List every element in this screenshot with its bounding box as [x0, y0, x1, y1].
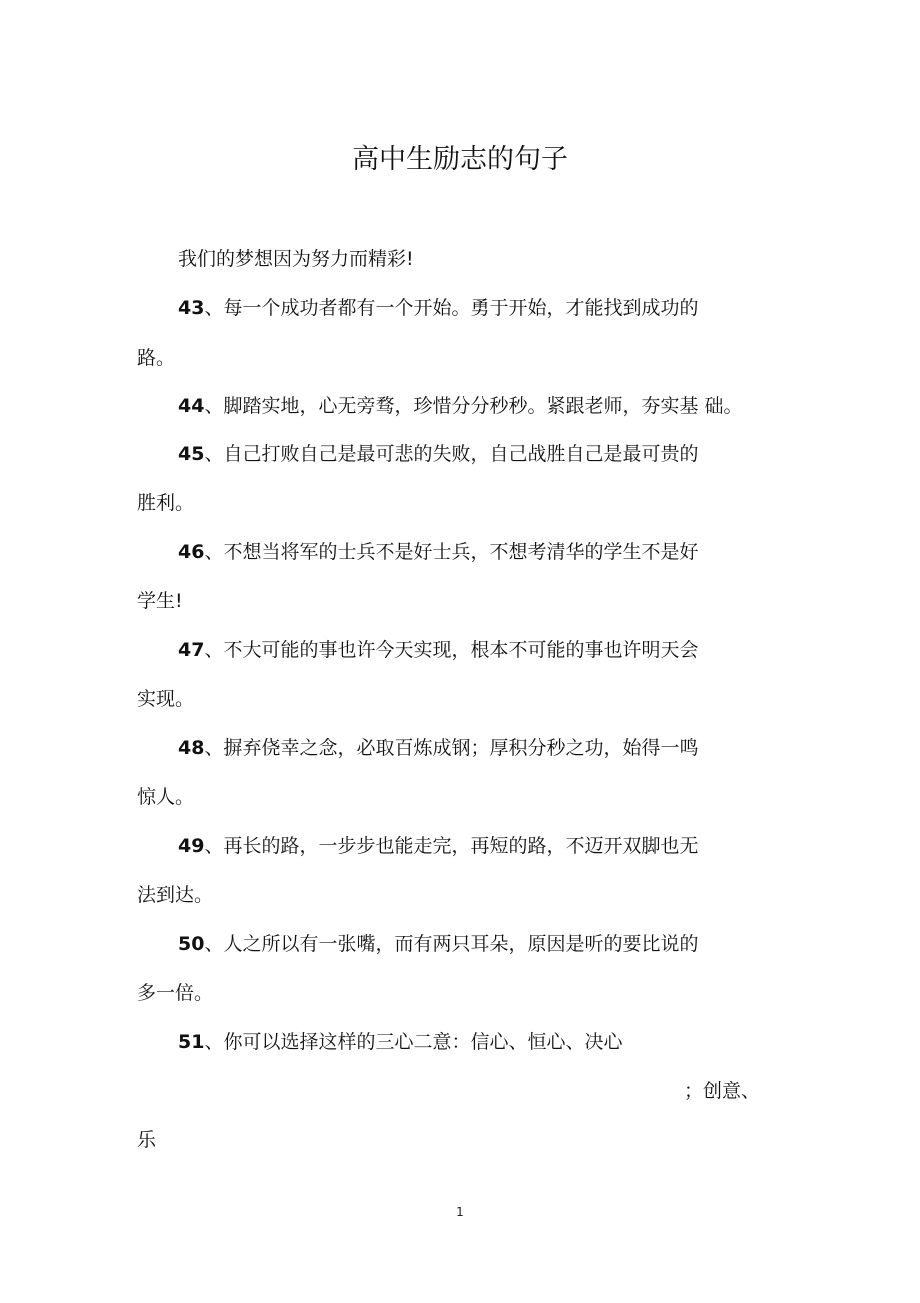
list-item — [178, 930, 698, 958]
item-text: 、你可以选择这样的三心二意：信心、恒心、决心 — [204, 1031, 623, 1053]
list-item — [178, 832, 698, 860]
item-text: 、每一个成功者都有一个开始。勇于开始，才能找到成功的 — [204, 297, 699, 319]
item-text: 、人之所以有一张嘴，而有两只耳朵，原因是听的要比说的 — [204, 933, 699, 955]
item-continuation: 法到达。 — [137, 884, 214, 906]
item-number: 50 — [178, 933, 205, 955]
item-text: 、不大可能的事也许今天实现，根本不可能的事也许明天会 — [204, 639, 699, 661]
list-item — [178, 392, 743, 420]
item-continuation: 胜利。 — [137, 492, 195, 514]
list-item — [178, 734, 698, 762]
item-continuation: 路。 — [137, 347, 176, 369]
item-text: 、自己打败自己是最可悲的失败，自己战胜自己是最可贵的 — [204, 443, 699, 465]
item-number: 45 — [178, 443, 205, 465]
item-number: 43 — [178, 297, 205, 319]
list-item — [178, 538, 698, 566]
item-text: 、摒弃侥幸之念，必取百炼成钢；厚积分秒之功，始得一鸣 — [204, 737, 699, 759]
item-continuation: 多一倍。 — [137, 982, 214, 1004]
page-number: 1 — [456, 1205, 464, 1219]
intro-line: 我们的梦想因为努力而精彩! — [178, 248, 414, 270]
item-number: 48 — [178, 737, 205, 759]
item-text: 、脚踏实地，心无旁骛，珍惜分分秒秒。紧跟老师，夯实基 础。 — [204, 395, 743, 417]
item-number: 47 — [178, 639, 205, 661]
item-number: 46 — [178, 541, 205, 563]
item-number: 44 — [178, 395, 205, 417]
page-title: 高中生励志的句子 — [352, 144, 568, 175]
item-number: 51 — [178, 1031, 205, 1053]
list-item — [178, 636, 698, 664]
list-item — [178, 440, 698, 468]
item-continuation-left: 乐 — [137, 1129, 157, 1151]
item-continuation: 学生! — [137, 590, 183, 612]
list-item — [178, 1028, 622, 1056]
item-text: 、不想当将军的士兵不是好士兵，不想考清华的学生不是好 — [204, 541, 699, 563]
item-continuation: 惊人。 — [137, 786, 195, 808]
item-number: 49 — [178, 835, 205, 857]
item-continuation: 实现。 — [137, 688, 195, 710]
item-continuation-right: ；创意、 — [684, 1080, 761, 1102]
item-text: 、再长的路，一步步也能走完，再短的路，不迈开双脚也无 — [204, 835, 699, 857]
list-item — [178, 294, 698, 322]
